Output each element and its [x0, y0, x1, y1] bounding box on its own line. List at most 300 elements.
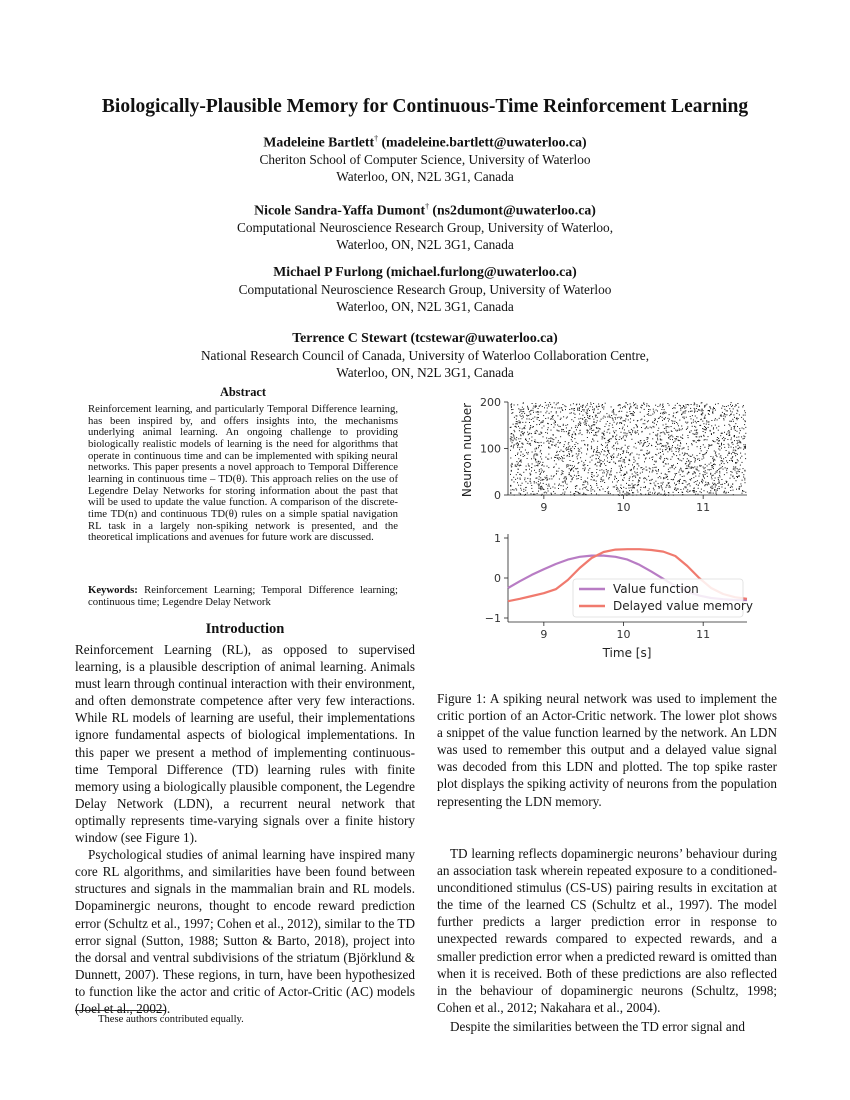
spike-dot [582, 409, 583, 410]
spike-dot [559, 451, 560, 452]
spike-dot [511, 436, 512, 437]
spike-dot [637, 432, 638, 433]
spike-dot [564, 477, 565, 478]
spike-dot [693, 467, 694, 468]
spike-dot [553, 467, 554, 468]
spike-dot [630, 477, 631, 478]
spike-dot [602, 407, 603, 408]
author-email[interactable]: (ns2dumont@uwaterloo.ca) [432, 202, 596, 218]
spike-dot [585, 460, 586, 461]
spike-dot [580, 422, 581, 423]
spike-dot [624, 429, 625, 430]
spike-dot [536, 424, 537, 425]
spike-dot [617, 417, 618, 418]
spike-dot [700, 466, 701, 467]
spike-dot [620, 405, 621, 406]
spike-dot [517, 453, 518, 454]
spike-dot [682, 494, 683, 495]
spike-dot [640, 493, 641, 494]
spike-dot [635, 484, 636, 485]
spike-dot [600, 454, 601, 455]
spike-dot [641, 407, 642, 408]
spike-dot [635, 473, 636, 474]
spike-dot [702, 428, 703, 429]
spike-dot [585, 482, 586, 483]
spike-dot [682, 417, 683, 418]
spike-dot [624, 406, 625, 407]
spike-dot [658, 470, 659, 471]
spike-dot [593, 435, 594, 436]
spike-dot [680, 442, 681, 443]
spike-dot [551, 493, 552, 494]
spike-dot [704, 478, 705, 479]
spike-dot [743, 428, 744, 429]
spike-dot [524, 455, 525, 456]
spike-dot [601, 486, 602, 487]
spike-dot [740, 465, 741, 466]
author-address: Waterloo, ON, N2L 3G1, Canada [336, 299, 514, 314]
spike-dot [633, 462, 634, 463]
spike-dot [546, 475, 547, 476]
spike-dot [577, 468, 578, 469]
spike-dot [542, 494, 543, 495]
x-tick-label: 10 [616, 628, 631, 641]
spike-dot [735, 470, 736, 471]
spike-dot [699, 460, 700, 461]
spike-dot [697, 404, 698, 405]
spike-dot [666, 412, 667, 413]
spike-dot [742, 428, 743, 429]
spike-dot [660, 436, 661, 437]
spike-dot [564, 444, 565, 445]
spike-dot [700, 448, 701, 449]
spike-dot [698, 410, 699, 411]
spike-dot [662, 413, 663, 414]
spike-dot [626, 483, 627, 484]
spike-dot [522, 422, 523, 423]
author-email[interactable]: (tcstewar@uwaterloo.ca) [410, 330, 558, 345]
spike-dot [513, 424, 514, 425]
spike-dot [551, 476, 552, 477]
spike-dot [592, 430, 593, 431]
spike-dot [715, 404, 716, 405]
spike-dot [579, 414, 580, 415]
spike-dot [558, 402, 559, 403]
spike-dot [691, 443, 692, 444]
spike-dot [551, 444, 552, 445]
spike-dot [586, 425, 587, 426]
spike-dot [611, 468, 612, 469]
spike-dot [563, 416, 564, 417]
spike-dot [551, 424, 552, 425]
spike-dot [594, 475, 595, 476]
spike-dot [565, 448, 566, 449]
spike-dot [541, 459, 542, 460]
spike-dot [678, 425, 679, 426]
spike-dot [620, 454, 621, 455]
spike-dot [584, 422, 585, 423]
spike-dot [727, 410, 728, 411]
spike-dot [729, 424, 730, 425]
spike-dot [729, 415, 730, 416]
spike-dot [630, 485, 631, 486]
spike-dot [611, 415, 612, 416]
spike-dot [685, 486, 686, 487]
spike-dot [719, 471, 720, 472]
spike-dot [527, 458, 528, 459]
spike-dot [607, 471, 608, 472]
spike-dot [714, 420, 715, 421]
spike-dot [615, 477, 616, 478]
spike-dot [736, 413, 737, 414]
spike-dot [569, 435, 570, 436]
spike-dot [693, 477, 694, 478]
spike-dot [612, 447, 613, 448]
spike-dot [692, 467, 693, 468]
spike-dot [587, 445, 588, 446]
spike-dot [649, 458, 650, 459]
spike-dot [575, 486, 576, 487]
spike-dot [638, 465, 639, 466]
figure-1 [455, 392, 755, 667]
spike-dot [653, 432, 654, 433]
spike-dot [515, 466, 516, 467]
spike-dot [708, 436, 709, 437]
spike-dot [734, 435, 735, 436]
spike-dot [721, 408, 722, 409]
spike-dot [635, 476, 636, 477]
spike-dot [703, 444, 704, 445]
spike-dot [552, 442, 553, 443]
spike-dot [587, 444, 588, 445]
spike-dot [669, 436, 670, 437]
spike-dot [568, 447, 569, 448]
spike-dot [525, 478, 526, 479]
spike-dot [640, 407, 641, 408]
spike-dot [592, 409, 593, 410]
spike-dot [715, 478, 716, 479]
spike-dot [622, 428, 623, 429]
spike-dot [597, 413, 598, 414]
spike-dot [710, 430, 711, 431]
spike-dot [742, 462, 743, 463]
spike-dot [644, 420, 645, 421]
spike-dot [575, 434, 576, 435]
spike-dot [627, 447, 628, 448]
spike-dot [741, 456, 742, 457]
spike-dot [549, 478, 550, 479]
spike-dot [518, 438, 519, 439]
spike-dot [691, 418, 692, 419]
spike-dot [578, 453, 579, 454]
spike-dot [650, 468, 651, 469]
spike-dot [709, 469, 710, 470]
spike-dot [542, 427, 543, 428]
spike-dot [694, 430, 695, 431]
spike-dot [682, 476, 683, 477]
spike-dot [514, 417, 515, 418]
spike-dot [702, 479, 703, 480]
spike-dot [516, 419, 517, 420]
spike-dot [676, 484, 677, 485]
spike-dot [521, 475, 522, 476]
spike-dot [562, 458, 563, 459]
spike-dot [587, 437, 588, 438]
spike-dot [510, 458, 511, 459]
spike-dot [631, 429, 632, 430]
spike-dot [666, 428, 667, 429]
spike-dot [517, 478, 518, 479]
spike-dot [642, 469, 643, 470]
spike-dot [540, 474, 541, 475]
spike-dot [598, 495, 599, 496]
spike-dot [727, 462, 728, 463]
spike-dot [518, 469, 519, 470]
spike-dot [512, 409, 513, 410]
spike-dot [701, 419, 702, 420]
spike-dot [607, 447, 608, 448]
spike-dot [596, 422, 597, 423]
spike-dot [658, 453, 659, 454]
spike-dot [646, 479, 647, 480]
spike-dot [705, 418, 706, 419]
spike-dot [543, 483, 544, 484]
spike-dot [705, 472, 706, 473]
spike-dot [542, 487, 543, 488]
spike-dot [721, 445, 722, 446]
spike-dot [732, 452, 733, 453]
spike-dot [691, 404, 692, 405]
spike-dot [643, 478, 644, 479]
spike-dot [624, 420, 625, 421]
spike-dot [587, 429, 588, 430]
spike-dot [552, 444, 553, 445]
spike-dot [744, 410, 745, 411]
spike-dot [744, 446, 745, 447]
spike-dot [584, 409, 585, 410]
spike-dot [619, 404, 620, 405]
spike-dot [718, 438, 719, 439]
spike-dot [608, 450, 609, 451]
spike-dot [626, 495, 627, 496]
spike-dot [523, 489, 524, 490]
spike-dot [550, 441, 551, 442]
spike-dot [653, 470, 654, 471]
spike-dot [530, 479, 531, 480]
spike-dot [687, 458, 688, 459]
spike-dot [543, 443, 544, 444]
spike-dot [615, 417, 616, 418]
spike-dot [648, 428, 649, 429]
spike-dot [707, 422, 708, 423]
spike-dot [704, 405, 705, 406]
author-address: Waterloo, ON, N2L 3G1, Canada [336, 169, 514, 185]
spike-dot [728, 484, 729, 485]
spike-dot [734, 440, 735, 441]
spike-dot [647, 441, 648, 442]
spike-dot [737, 476, 738, 477]
spike-dot [673, 495, 674, 496]
spike-dot [702, 482, 703, 483]
spike-dot [692, 415, 693, 416]
spike-dot [531, 440, 532, 441]
spike-dot [705, 470, 706, 471]
spike-dot [683, 489, 684, 490]
spike-dot [568, 432, 569, 433]
spike-dot [626, 435, 627, 436]
spike-dot [680, 443, 681, 444]
spike-dot [628, 446, 629, 447]
spike-dot [680, 408, 681, 409]
spike-dot [663, 482, 664, 483]
spike-dot [579, 493, 580, 494]
spike-dot [659, 444, 660, 445]
spike-dot [740, 447, 741, 448]
spike-dot [722, 433, 723, 434]
spike-dot [628, 419, 629, 420]
spike-dot [529, 419, 530, 420]
spike-dot [511, 409, 512, 410]
spike-dot [592, 456, 593, 457]
spike-dot [664, 428, 665, 429]
spike-dot [715, 410, 716, 411]
spike-dot [560, 458, 561, 459]
spike-dot [581, 411, 582, 412]
spike-dot [558, 459, 559, 460]
spike-dot [677, 447, 678, 448]
author-email[interactable]: (madeleine.bartlett@uwaterloo.ca) [381, 134, 587, 150]
spike-dot [696, 484, 697, 485]
spike-dot [514, 431, 515, 432]
spike-dot [666, 426, 667, 427]
spike-dot [703, 475, 704, 476]
spike-dot [616, 414, 617, 415]
spike-dot [659, 493, 660, 494]
spike-dot [546, 441, 547, 442]
spike-dot [702, 454, 703, 455]
spike-dot [574, 493, 575, 494]
author-block-1 [100, 130, 750, 186]
spike-dot [722, 484, 723, 485]
spike-dot [535, 433, 536, 434]
spike-dot [556, 412, 557, 413]
spike-dot [546, 480, 547, 481]
spike-dot [707, 450, 708, 451]
spike-dot [725, 488, 726, 489]
spike-dot [708, 484, 709, 485]
spike-dot [600, 463, 601, 464]
spike-dot [675, 408, 676, 409]
spike-dot [598, 404, 599, 405]
spike-dot [662, 404, 663, 405]
spike-dot [687, 484, 688, 485]
spike-dot [739, 469, 740, 470]
spike-dot [589, 418, 590, 419]
spike-dot [628, 452, 629, 453]
spike-dot [723, 416, 724, 417]
spike-dot [567, 417, 568, 418]
spike-dot [546, 438, 547, 439]
spike-dot [686, 423, 687, 424]
spike-dot [679, 470, 680, 471]
spike-dot [596, 454, 597, 455]
spike-dot [703, 480, 704, 481]
spike-dot [632, 452, 633, 453]
spike-dot [695, 411, 696, 412]
spike-dot [536, 430, 537, 431]
spike-dot [687, 473, 688, 474]
spike-dot [548, 467, 549, 468]
spike-dot [633, 405, 634, 406]
spike-dot [651, 457, 652, 458]
spike-dot [522, 411, 523, 412]
spike-dot [588, 408, 589, 409]
spike-dot [622, 427, 623, 428]
spike-dot [666, 442, 667, 443]
spike-dot [738, 445, 739, 446]
spike-dot [694, 434, 695, 435]
spike-dot [590, 485, 591, 486]
spike-dot [549, 443, 550, 444]
spike-dot [656, 467, 657, 468]
spike-dot [598, 462, 599, 463]
spike-dot [657, 494, 658, 495]
spike-dot [728, 405, 729, 406]
spike-dot [703, 431, 704, 432]
spike-dot [674, 477, 675, 478]
spike-dot [522, 483, 523, 484]
spike-dot [597, 448, 598, 449]
spike-dot [521, 411, 522, 412]
spike-dot [681, 469, 682, 470]
spike-dot [566, 431, 567, 432]
spike-dot [731, 402, 732, 403]
spike-dot [743, 415, 744, 416]
spike-dot [660, 404, 661, 405]
spike-dot [633, 411, 634, 412]
spike-dot [707, 439, 708, 440]
spike-dot [732, 456, 733, 457]
spike-dot [521, 416, 522, 417]
spike-dot [512, 463, 513, 464]
spike-dot [697, 406, 698, 407]
author-email[interactable]: (michael.furlong@uwaterloo.ca) [386, 264, 577, 279]
spike-dot [705, 439, 706, 440]
author-block-3 [100, 263, 750, 316]
spike-dot [645, 494, 646, 495]
spike-dot [644, 404, 645, 405]
spike-dot [515, 455, 516, 456]
spike-dot [720, 455, 721, 456]
spike-dot [585, 419, 586, 420]
spike-dot [584, 470, 585, 471]
spike-dot [706, 473, 707, 474]
spike-dot [556, 471, 557, 472]
spike-dot [568, 444, 569, 445]
spike-dot [670, 487, 671, 488]
spike-dot [731, 447, 732, 448]
spike-dot [697, 446, 698, 447]
spike-dot [655, 454, 656, 455]
spike-dot [628, 430, 629, 431]
spike-dot [623, 461, 624, 462]
spike-dot [517, 464, 518, 465]
spike-dot [646, 458, 647, 459]
spike-dot [534, 494, 535, 495]
spike-dot [734, 426, 735, 427]
spike-dot [557, 430, 558, 431]
spike-dot [553, 491, 554, 492]
